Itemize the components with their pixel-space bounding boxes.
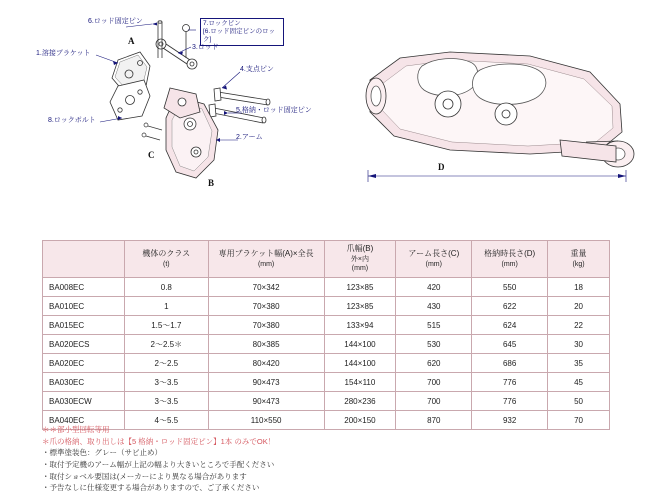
col-header-claw-main: 爪幅(B): [346, 244, 374, 254]
cell-model: BA015EC: [43, 316, 125, 335]
spec-table: [42, 240, 610, 430]
letter-b: B: [208, 178, 215, 188]
col-header-arm-unit: (mm): [425, 260, 442, 268]
spec-table-body: [43, 278, 610, 430]
spec-table-head: [43, 241, 610, 278]
cell-bracket: 70×380: [208, 297, 324, 316]
letter-c: C: [148, 150, 155, 160]
col-header-weight-main: 重量: [570, 248, 587, 258]
table-row: [43, 278, 610, 297]
cell-claw: 133×94: [324, 316, 396, 335]
cell-model: BA008EC: [43, 278, 125, 297]
note-line: ・予告なしに仕様変更する場合がありますので、ご了承ください: [42, 483, 260, 493]
note-line: ・標準塗装色：グレー（サビ止め）: [42, 448, 162, 458]
cell-weight: 20: [548, 297, 610, 316]
table-row: [43, 297, 610, 316]
table-row: [43, 316, 610, 335]
letter-a: A: [128, 36, 135, 46]
cell-arm: 530: [396, 335, 472, 354]
table-row: [43, 335, 610, 354]
callout-storage-rod-fixing-pin: 5.格納・ロッド固定ピン: [236, 107, 312, 114]
cell-weight: 18: [548, 278, 610, 297]
cell-claw: 144×100: [324, 335, 396, 354]
table-row: [43, 392, 610, 411]
col-header-claw-sub: 外×内: [350, 255, 369, 263]
cell-class: 4～5.5: [124, 411, 208, 430]
cell-model: BA010EC: [43, 297, 125, 316]
cell-claw: 123×85: [324, 278, 396, 297]
cell-stored: 624: [472, 316, 548, 335]
diagram-area: [0, 0, 652, 228]
cell-model: BA030ECW: [43, 392, 125, 411]
cell-stored: 622: [472, 297, 548, 316]
cell-class: 3～3.5: [124, 373, 208, 392]
cell-bracket: 80×385: [208, 335, 324, 354]
cell-model: BA020ECS: [43, 335, 125, 354]
col-header-class-unit: (t): [163, 260, 170, 268]
callout-rod: 3.ロッド: [192, 44, 219, 51]
cell-bracket: 110×550: [208, 411, 324, 430]
cell-class: 2～2.5＊: [124, 335, 208, 354]
cell-claw: 123×85: [324, 297, 396, 316]
cell-class: 2～2.5: [124, 354, 208, 373]
table-row: [43, 354, 610, 373]
cell-class: 1.5～1.7: [124, 316, 208, 335]
cell-arm: 620: [396, 354, 472, 373]
spec-table-wrap: [42, 240, 610, 430]
cell-bracket: 70×342: [208, 278, 324, 297]
cell-stored: 776: [472, 392, 548, 411]
col-header-bracket-main: 専用ブラケット幅(A)×全長: [218, 248, 314, 258]
exploded-view-diagram: [0, 0, 330, 228]
note-line: ＊爪の格納、取り出しは【5 格納・ロッド固定ピン】1本 のみでOK！: [42, 436, 276, 446]
cell-bracket: 80×420: [208, 354, 324, 373]
col-header-bracket-unit: (mm): [257, 260, 275, 268]
col-header-weight: [548, 241, 610, 278]
cell-weight: 70: [548, 411, 610, 430]
cell-bracket: 90×473: [208, 373, 324, 392]
callout-weld-bracket: 1.溶接ブラケット: [36, 50, 91, 57]
callout-arm: 2.アーム: [236, 134, 263, 141]
cell-arm: 430: [396, 297, 472, 316]
col-header-claw-unit: (mm): [351, 265, 369, 273]
cell-claw: 200×150: [324, 411, 396, 430]
col-header-arm: [396, 241, 472, 278]
cell-bracket: 90×473: [208, 392, 324, 411]
cell-weight: 35: [548, 354, 610, 373]
col-header-claw: [324, 241, 396, 278]
cell-weight: 30: [548, 335, 610, 354]
note-line: ・取付ショベル要国は(メーカーにより異なる場合があります: [42, 471, 247, 481]
note-line: ・取付予定機のアーム幅が上記の幅より大きいところで手配ください: [42, 459, 275, 469]
cell-claw: 154×110: [324, 373, 396, 392]
cell-stored: 645: [472, 335, 548, 354]
side-view-svg: [330, 0, 652, 228]
letter-d: D: [438, 162, 445, 172]
cell-arm: 870: [396, 411, 472, 430]
cell-weight: 22: [548, 316, 610, 335]
side-view-diagram: [330, 0, 652, 228]
cell-claw: 144×100: [324, 354, 396, 373]
col-header-stored-main: 格納時長さ(D): [484, 248, 536, 258]
note-line: ＊＊部小型回転等用: [42, 425, 110, 434]
col-header-model: [43, 241, 125, 278]
cell-model: BA040EC: [43, 411, 125, 430]
cell-model: BA030EC: [43, 373, 125, 392]
callout-lock-pin: 7.ロックピン [6.ロッド固定ピンのロック]: [200, 18, 284, 46]
table-row: [43, 373, 610, 392]
cell-class: 1: [124, 297, 208, 316]
cell-claw: 280×236: [324, 392, 396, 411]
cell-model: BA020EC: [43, 354, 125, 373]
cell-weight: 50: [548, 392, 610, 411]
col-header-class: [124, 241, 208, 278]
table-header-row: [43, 241, 610, 278]
cell-stored: 686: [472, 354, 548, 373]
cell-arm: 700: [396, 392, 472, 411]
callout-fulcrum-pin: 4.支点ピン: [240, 66, 274, 73]
col-header-class-main: 機体のクラス: [142, 248, 191, 258]
col-header-stored-unit: (mm): [501, 260, 518, 268]
cell-stored: 776: [472, 373, 548, 392]
cell-arm: 700: [396, 373, 472, 392]
col-header-weight-unit: (kg): [572, 260, 585, 268]
cell-stored: 550: [472, 278, 548, 297]
notes-block: [42, 424, 622, 494]
cell-arm: 420: [396, 278, 472, 297]
cell-stored: 932: [472, 411, 548, 430]
cell-weight: 45: [548, 373, 610, 392]
cell-arm: 515: [396, 316, 472, 335]
cell-class: 3～3.5: [124, 392, 208, 411]
col-header-arm-main: アーム長さ(C): [408, 248, 460, 258]
col-header-stored: [472, 241, 548, 278]
callout-lock-bolt: 8.ロックボルト: [48, 117, 96, 124]
col-header-bracket: [208, 241, 324, 278]
cell-class: 0.8: [124, 278, 208, 297]
callout-rod-fixing-pin: 6.ロッド固定ピン: [88, 18, 143, 25]
cell-bracket: 70×380: [208, 316, 324, 335]
